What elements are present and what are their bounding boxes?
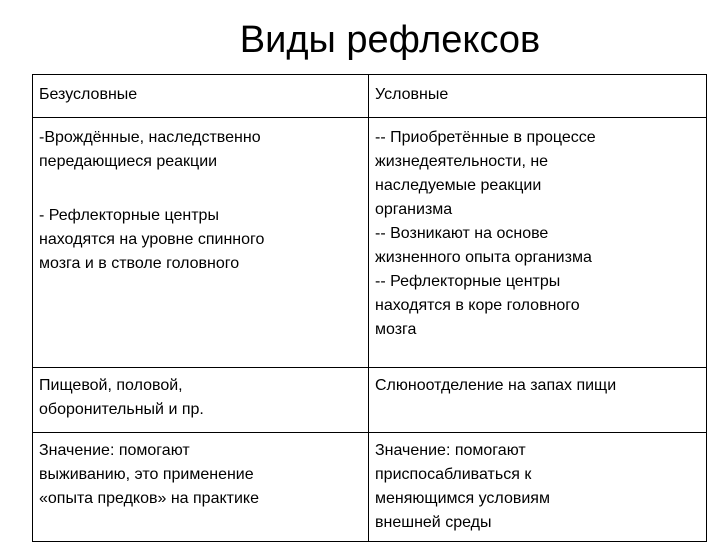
- cell-unconditioned-examples: Пищевой, половой, оборонительный и пр.: [33, 368, 369, 433]
- cell-unconditioned-features: [33, 118, 369, 368]
- cell-unconditioned-meaning: Значение: помогают выживанию, это применение «опыта предков» на практике: [33, 433, 369, 542]
- cell-conditioned-features: [369, 118, 707, 368]
- slide-title: Виды рефлексов: [239, 19, 541, 61]
- cell-conditioned-examples: Слюноотделение на запах пищи: [369, 368, 707, 433]
- table-row-features: [33, 118, 707, 368]
- conditioned-experience-text: -- Возникают на основе жизненного опыта организма: [375, 225, 592, 266]
- table-row-meaning: [33, 433, 707, 542]
- conditioned-acquired-text: -- Приобретённые в процессе жизнедеятельности, не наследуемые реакции организма: [375, 129, 596, 218]
- header-conditioned: Условные: [369, 75, 707, 118]
- conditioned-centers-text: -- Рефлекторные центры находятся в коре головного мозга: [375, 273, 580, 338]
- unconditioned-centers-text: - Рефлекторные центры находятся на уровне спинного мозга и в стволе головного: [39, 207, 265, 272]
- header-unconditioned: Безусловные: [33, 75, 369, 118]
- table-row-examples: [33, 368, 707, 433]
- table-header-row: [33, 75, 707, 118]
- reflex-comparison-table: [32, 74, 707, 542]
- cell-conditioned-meaning: Значение: помогают приспосабливаться к меняющимся условиям внешней среды: [369, 433, 707, 542]
- unconditioned-innate-text: -Врождённые, наследственно передающиеся реакции: [39, 129, 261, 170]
